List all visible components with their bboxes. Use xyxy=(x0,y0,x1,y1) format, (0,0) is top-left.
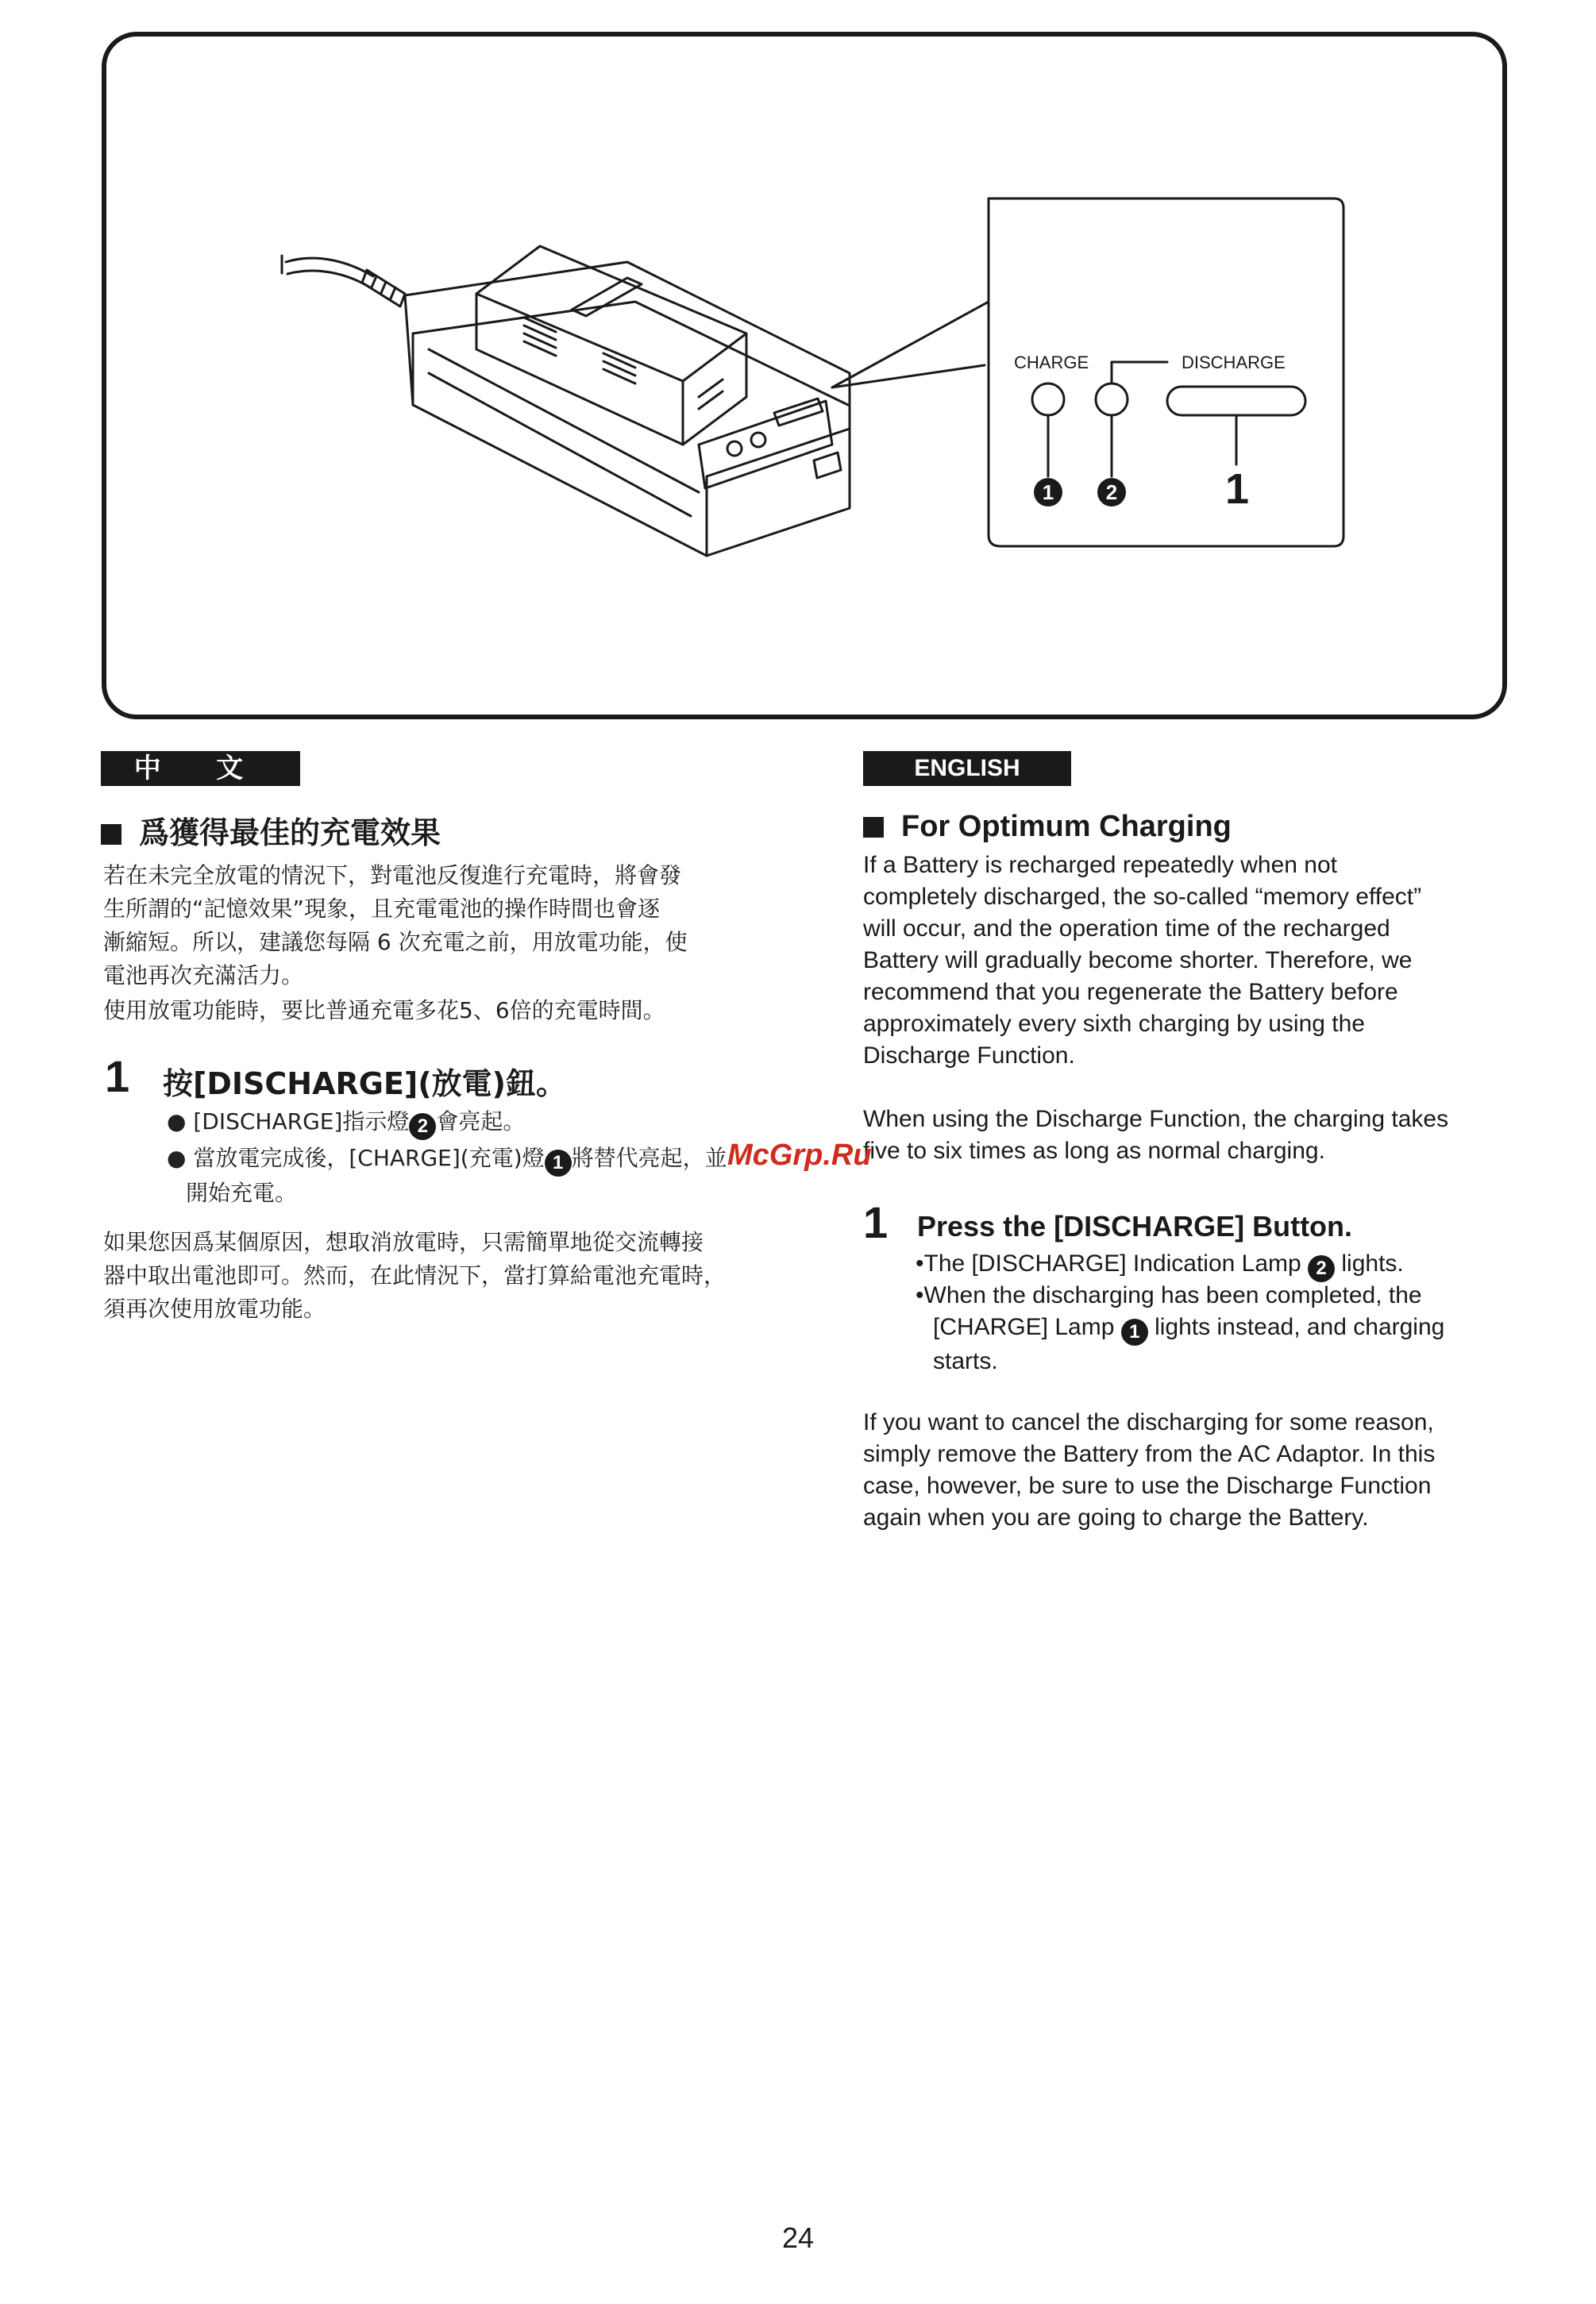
chinese-bullet-1: ● [DISCHARGE]指示燈 2 會亮起。 xyxy=(167,1105,525,1140)
charger-illustration xyxy=(0,0,1596,730)
chinese-para1-line: 漸縮短。所以，建議您每隔 6 次充電之前，用放電功能，使 xyxy=(103,929,688,955)
page-number: 24 xyxy=(782,2221,815,2254)
chinese-bullet-1-text: [DISCHARGE]指示燈 xyxy=(193,1108,410,1135)
lamp-1-icon: 1 xyxy=(545,1150,572,1177)
english-bullet-1-text: •The [DISCHARGE] Indication Lamp xyxy=(916,1250,1301,1277)
chinese-para2: 使用放電功能時，要比普通充電多花5、6倍的充電時間。 xyxy=(103,997,665,1023)
english-para3-line: again when you are going to charge the Battery. xyxy=(863,1505,1369,1531)
marker-2-text: 2 xyxy=(1105,480,1118,504)
english-para1-line: recommend that you regenerate the Battery before xyxy=(863,979,1398,1005)
chinese-para1-line: 若在未完全放電的情況下，對電池反復進行充電時，將會發 xyxy=(103,862,682,888)
chinese-para3 xyxy=(103,1226,726,1326)
chinese-para3-line: 如果您因爲某個原因，想取消放電時，只需簡單地從交流轉接 xyxy=(103,1229,704,1255)
english-heading-text: For Optimum Charging xyxy=(901,810,1232,843)
heading-square-icon xyxy=(101,824,121,845)
discharge-button-marker: 1 xyxy=(1224,465,1250,513)
english-step-number: 1 xyxy=(863,1197,889,1247)
watermark: McGrp.Ru xyxy=(727,1139,872,1172)
english-para3-line: case, however, be sure to use the Discharge Function xyxy=(863,1473,1432,1499)
chinese-bullet-1-text-b: 會亮起。 xyxy=(436,1108,526,1135)
english-bullet-2-text: [CHARGE] Lamp xyxy=(933,1314,1115,1340)
english-para3-line: If you want to cancel the discharging for some reason, xyxy=(863,1409,1434,1435)
charge-lamp-label: CHARGE xyxy=(1014,353,1089,372)
english-para1-line: If a Battery is recharged repeatedly when not xyxy=(863,852,1338,878)
english-para2 xyxy=(863,1104,1448,1167)
chinese-bullet-2-text-b: 將替代亮起，並 xyxy=(571,1145,727,1171)
english-heading xyxy=(863,810,1232,844)
chinese-para1 xyxy=(103,859,688,992)
chinese-bullet-2: ● 當放電完成後，[CHARGE](充電)燈 1 將替代亮起，並 xyxy=(167,1142,727,1177)
english-bullet-2-text-c: starts. xyxy=(933,1348,998,1374)
chinese-language-bar: 中 文 xyxy=(101,751,300,786)
heading-square-icon xyxy=(863,817,884,838)
chinese-step-number: 1 xyxy=(105,1051,130,1101)
english-para1-line: Battery will gradually become shorter. Therefore, we xyxy=(863,947,1413,973)
english-para1 xyxy=(863,850,1421,1072)
english-para2-line: When using the Discharge Function, the charging takes xyxy=(863,1106,1449,1132)
chinese-bullet-2-cont: 開始充電。 xyxy=(186,1180,298,1206)
english-para1-line: approximately every sixth charging by using the xyxy=(863,1011,1365,1037)
marker-1-text: 1 xyxy=(1042,480,1054,504)
english-bullet-2 xyxy=(916,1280,1444,1377)
english-bullet-1-text-b: lights. xyxy=(1341,1250,1404,1277)
lamp-1-icon: 1 xyxy=(1121,1319,1148,1346)
chinese-para1-line: 生所謂的“記憶效果”現象，且充電電池的操作時間也會逐 xyxy=(103,896,661,922)
english-language-bar: ENGLISH xyxy=(863,751,1071,786)
english-para1-line: will occur, and the operation time of the recharged xyxy=(863,915,1390,942)
english-bullet-1 xyxy=(916,1248,1404,1282)
english-para3-line: simply remove the Battery from the AC Adaptor. In this xyxy=(863,1441,1436,1467)
lamp-2-icon: 2 xyxy=(1308,1255,1335,1282)
chinese-heading-text: 爲獲得最佳的充電效果 xyxy=(139,815,441,850)
english-para1-line: completely discharged, the so-called “memory effect” xyxy=(863,884,1422,910)
chinese-para1-line: 電池再次充滿活力。 xyxy=(103,962,304,988)
english-para2-line: five to six times as long as normal charging. xyxy=(863,1138,1325,1164)
english-step-label: Press the [DISCHARGE] Button. xyxy=(917,1210,1353,1243)
chinese-step-label: 按[DISCHARGE](放電)鈕。 xyxy=(163,1066,567,1101)
english-bullet-2-line1: •When the discharging has been completed, the xyxy=(916,1282,1422,1308)
chinese-para3-line: 器中取出電池即可。然而，在此情況下，當打算給電池充電時， xyxy=(103,1262,727,1289)
chinese-heading xyxy=(101,808,441,852)
english-bullet-2-text-b: lights instead, and charging xyxy=(1155,1314,1445,1340)
discharge-lamp-label: DISCHARGE xyxy=(1182,353,1286,372)
english-para1-line: Discharge Function. xyxy=(863,1042,1075,1069)
lamp-2-icon: 2 xyxy=(409,1113,436,1140)
chinese-para3-line: 須再次使用放電功能。 xyxy=(103,1296,326,1322)
english-para3 xyxy=(863,1407,1435,1534)
chinese-bullet-2-text: 當放電完成後，[CHARGE](充電)燈 xyxy=(193,1145,545,1171)
